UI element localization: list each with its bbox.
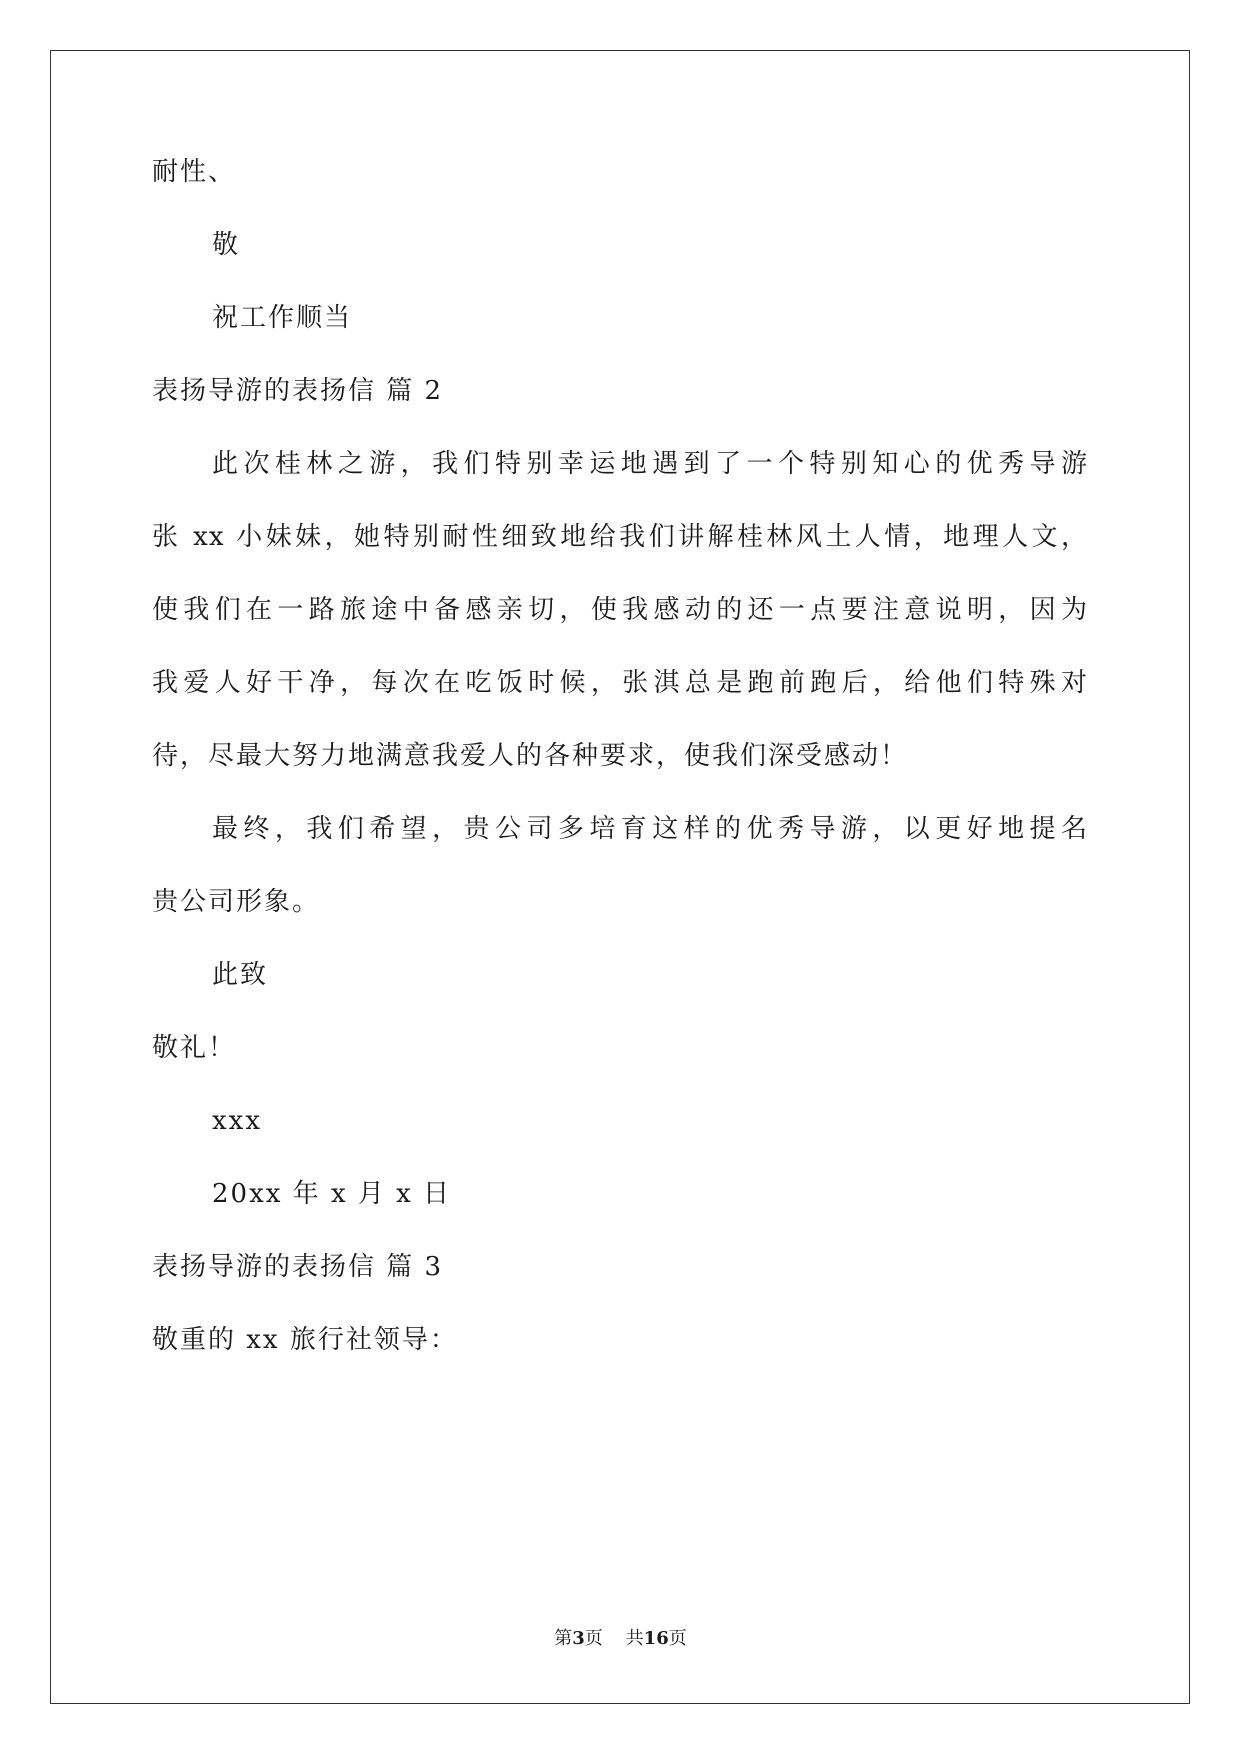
text-line: 耐性、 bbox=[152, 157, 237, 187]
paragraph-line: 最终，我们希望，贵公司多培育这样的优秀导游，以更好地提名 bbox=[212, 814, 1088, 844]
paragraph-line: 此次桂林之游，我们特别幸运地遇到了一个特别知心的优秀导游 bbox=[212, 449, 1088, 479]
signature-date: 20xx 年 x 月 x 日 bbox=[212, 1179, 452, 1209]
footer-suffix: 页 bbox=[668, 1628, 687, 1649]
footer-middle: 页 共 bbox=[584, 1628, 644, 1649]
signature-name: xxx bbox=[212, 1106, 262, 1136]
current-page-number: 3 bbox=[572, 1628, 585, 1649]
text-line: 祝工作顺当 bbox=[212, 303, 353, 333]
text-line: 此致 bbox=[212, 960, 269, 990]
footer-prefix: 第 bbox=[554, 1628, 573, 1649]
text-line: 敬 bbox=[212, 230, 241, 260]
salutation: 敬重的 xx 旅行社领导： bbox=[152, 1325, 458, 1355]
section-heading: 表扬导游的表扬信 篇 3 bbox=[152, 1252, 444, 1282]
section-heading: 表扬导游的表扬信 篇 2 bbox=[152, 376, 444, 406]
paragraph-line: 我爱人好干净，每次在吃饭时候，张淇总是跑前跑后，给他们特殊对 bbox=[152, 668, 1088, 698]
paragraph-line: 张 xx 小妹妹，她特别耐性细致地给我们讲解桂林风土人情，地理人文， bbox=[152, 522, 1088, 552]
paragraph-line: 贵公司形象。 bbox=[152, 887, 321, 917]
total-page-count: 16 bbox=[643, 1628, 669, 1649]
paragraph-line: 使我们在一路旅途中备感亲切，使我感动的还一点要注意说明，因为 bbox=[152, 595, 1088, 625]
paragraph-line: 待，尽最大努力地满意我爱人的各种要求，使我们深受感动！ bbox=[152, 741, 909, 771]
text-line: 敬礼！ bbox=[152, 1033, 237, 1063]
page-number-footer bbox=[0, 1627, 1241, 1651]
